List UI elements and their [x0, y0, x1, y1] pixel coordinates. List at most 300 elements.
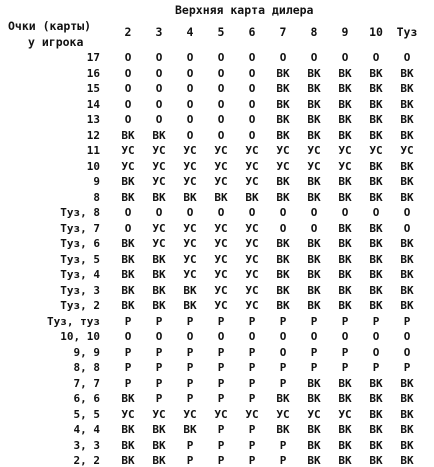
table-cell: ВК	[245, 191, 259, 204]
table-cell: Р	[155, 361, 163, 374]
table-cell: Р	[186, 439, 194, 452]
table-cell: ВК	[338, 237, 352, 250]
table-cell: Р	[186, 346, 194, 359]
table-cell: О	[403, 346, 411, 359]
table-cell: Р	[217, 315, 225, 328]
table-cell: УС	[152, 175, 166, 188]
row-label: 10	[86, 160, 100, 173]
table-cell: Р	[155, 346, 163, 359]
table-cell: О	[124, 330, 132, 343]
table-cell: ВК	[338, 439, 352, 452]
table-cell: О	[248, 330, 256, 343]
table-cell: УС	[183, 408, 197, 421]
table-cell: О	[155, 67, 163, 80]
table-cell: Р	[248, 315, 256, 328]
row-header-line-2: у игрока	[28, 35, 84, 49]
table-cell: ВК	[183, 423, 197, 436]
table-cell: ВК	[338, 268, 352, 281]
table-cell: ВК	[369, 222, 383, 235]
dealer-card-header: 7	[279, 25, 287, 39]
table-cell: ВК	[121, 268, 135, 281]
table-cell: Р	[310, 361, 318, 374]
table-cell: ВК	[307, 253, 321, 266]
table-cell: ВК	[369, 454, 383, 467]
table-cell: О	[403, 222, 411, 235]
table-cell: ВК	[276, 299, 290, 312]
row-label: 13	[86, 113, 100, 126]
table-cell: О	[186, 67, 194, 80]
table-cell: О	[155, 82, 163, 95]
table-cell: Р	[217, 361, 225, 374]
table-cell: ВК	[183, 191, 197, 204]
table-cell: О	[217, 82, 225, 95]
table-cell: УС	[214, 222, 228, 235]
table-cell: УС	[121, 408, 135, 421]
table-cell: Р	[217, 423, 225, 436]
row-label: 6, 6	[73, 392, 100, 405]
table-cell: ВК	[338, 284, 352, 297]
table-cell: О	[155, 330, 163, 343]
table-cell: ВК	[276, 67, 290, 80]
table-cell: ВК	[276, 253, 290, 266]
table-cell: О	[217, 129, 225, 142]
table-cell: УС	[214, 268, 228, 281]
table-cell: ВК	[121, 284, 135, 297]
table-cell: ВК	[307, 284, 321, 297]
table-cell: Р	[248, 439, 256, 452]
table-cell: ВК	[400, 377, 414, 390]
table-cell: ВК	[121, 191, 135, 204]
table-cell: ВК	[338, 454, 352, 467]
table-cell: О	[310, 330, 318, 343]
row-label: 14	[86, 98, 100, 111]
table-cell: ВК	[369, 439, 383, 452]
table-cell: О	[310, 222, 318, 235]
row-label: 3, 3	[73, 439, 100, 452]
table-cell: ВК	[369, 253, 383, 266]
table-cell: ВК	[338, 299, 352, 312]
table-cell: О	[248, 51, 256, 64]
table-cell: О	[341, 51, 349, 64]
row-label: Туз, 4	[60, 268, 100, 281]
table-cell: О	[217, 330, 225, 343]
table-cell: ВК	[369, 423, 383, 436]
table-cell: ВК	[214, 191, 228, 204]
row-label: 9	[93, 175, 100, 188]
table-cell: О	[248, 129, 256, 142]
table-cell: ВК	[369, 191, 383, 204]
table-cell: УС	[214, 253, 228, 266]
table-cell: ВК	[307, 113, 321, 126]
table-cell: УС	[338, 144, 352, 157]
dealer-card-header: 3	[155, 25, 163, 39]
table-cell: УС	[245, 160, 259, 173]
table-cell: ВК	[338, 222, 352, 235]
table-cell: ВК	[400, 67, 414, 80]
table-cell: ВК	[369, 113, 383, 126]
table-cell: УС	[307, 144, 321, 157]
table-cell: ВК	[400, 113, 414, 126]
table-cell: О	[403, 206, 411, 219]
table-cell: ВК	[338, 253, 352, 266]
row-label: Туз, 6	[60, 237, 100, 250]
table-cell: Р	[372, 361, 380, 374]
table-cell: УС	[152, 144, 166, 157]
table-cell: ВК	[338, 82, 352, 95]
table-cell: Р	[310, 315, 318, 328]
table-cell: УС	[245, 299, 259, 312]
table-cell: ВК	[369, 299, 383, 312]
table-cell: УС	[245, 284, 259, 297]
table-cell: О	[341, 330, 349, 343]
table-cell: УС	[183, 160, 197, 173]
row-label: 10, 10	[60, 330, 100, 343]
table-cell: УС	[307, 160, 321, 173]
row-label: Туз, 5	[60, 253, 100, 266]
table-cell: Р	[248, 377, 256, 390]
table-cell: О	[279, 330, 287, 343]
table-cell: ВК	[152, 268, 166, 281]
table-cell: УС	[152, 408, 166, 421]
table-cell: УС	[121, 160, 135, 173]
row-header-line-1: Очки (карты)	[8, 19, 92, 33]
table-cell: УС	[214, 175, 228, 188]
table-cell: О	[155, 113, 163, 126]
table-cell: ВК	[338, 423, 352, 436]
table-cell: ВК	[369, 160, 383, 173]
table-cell: ВК	[276, 98, 290, 111]
table-cell: ВК	[400, 284, 414, 297]
table-cell: О	[310, 206, 318, 219]
table-cell: ВК	[338, 98, 352, 111]
table-cell: ВК	[276, 423, 290, 436]
table-cell: Р	[279, 315, 287, 328]
row-label: 16	[86, 67, 100, 80]
table-cell: О	[155, 98, 163, 111]
table-cell: О	[403, 330, 411, 343]
table-cell: ВК	[369, 82, 383, 95]
table-cell: УС	[245, 268, 259, 281]
table-cell: УС	[214, 144, 228, 157]
row-label: 7, 7	[73, 377, 100, 390]
row-label: 12	[86, 129, 100, 142]
table-cell: О	[248, 98, 256, 111]
table-cell: ВК	[276, 113, 290, 126]
table-cell: О	[403, 51, 411, 64]
table-cell: УС	[152, 237, 166, 250]
table-cell: Р	[124, 346, 132, 359]
table-cell: УС	[245, 408, 259, 421]
table-cell: УС	[183, 268, 197, 281]
table-cell: ВК	[338, 392, 352, 405]
table-cell: О	[124, 51, 132, 64]
table-cell: ВК	[276, 268, 290, 281]
table-cell: ВК	[307, 268, 321, 281]
table-cell: О	[186, 129, 194, 142]
table-cell: ВК	[183, 284, 197, 297]
table-cell: УС	[369, 144, 383, 157]
table-cell: ВК	[307, 237, 321, 250]
table-cell: ВК	[307, 175, 321, 188]
table-cell: ВК	[369, 175, 383, 188]
table-cell: ВК	[400, 129, 414, 142]
table-cell: УС	[183, 175, 197, 188]
table-cell: О	[155, 51, 163, 64]
table-cell: Р	[217, 377, 225, 390]
table-cell: О	[124, 206, 132, 219]
table-cell: Р	[279, 361, 287, 374]
table-cell: Р	[279, 377, 287, 390]
table-cell: УС	[245, 237, 259, 250]
table-cell: ВК	[400, 82, 414, 95]
table-cell: УС	[276, 160, 290, 173]
table-cell: ВК	[152, 423, 166, 436]
row-label: Туз, 2	[60, 299, 100, 312]
table-cell: Р	[341, 315, 349, 328]
table-cell: УС	[245, 222, 259, 235]
table-cell: ВК	[307, 82, 321, 95]
row-label: 4, 4	[73, 423, 100, 436]
table-cell: Р	[155, 377, 163, 390]
table-cell: О	[124, 222, 132, 235]
dealer-card-header: 6	[248, 25, 256, 39]
row-label: 8	[93, 191, 100, 204]
table-cell: ВК	[400, 392, 414, 405]
table-cell: УС	[214, 408, 228, 421]
table-cell: О	[217, 206, 225, 219]
table-cell: О	[217, 98, 225, 111]
table-cell: ВК	[307, 191, 321, 204]
table-cell: О	[279, 206, 287, 219]
table-cell: ВК	[307, 439, 321, 452]
dealer-card-header: Туз	[396, 25, 418, 39]
table-cell: О	[186, 206, 194, 219]
table-cell: УС	[245, 175, 259, 188]
table-cell: Р	[248, 346, 256, 359]
table-cell: О	[279, 346, 287, 359]
table-cell: УС	[214, 284, 228, 297]
dealer-card-header: 5	[217, 25, 225, 39]
table-cell: ВК	[369, 67, 383, 80]
dealer-card-header: 8	[310, 25, 318, 39]
table-cell: О	[248, 113, 256, 126]
table-cell: Р	[155, 315, 163, 328]
table-cell: Р	[341, 346, 349, 359]
table-cell: О	[310, 51, 318, 64]
table-cell: Р	[310, 346, 318, 359]
table-cell: УС	[276, 144, 290, 157]
table-cell: УС	[338, 160, 352, 173]
table-cell: Р	[341, 361, 349, 374]
table-cell: УС	[214, 237, 228, 250]
table-cell: УС	[152, 160, 166, 173]
table-cell: Р	[248, 454, 256, 467]
table-cell: О	[186, 113, 194, 126]
table-cell: ВК	[276, 129, 290, 142]
table-cell: Р	[186, 454, 194, 467]
table-cell: УС	[183, 253, 197, 266]
table-cell: УС	[245, 144, 259, 157]
table-cell: ВК	[369, 237, 383, 250]
table-cell: ВК	[183, 299, 197, 312]
table-cell: ВК	[338, 67, 352, 80]
table-cell: ВК	[400, 268, 414, 281]
table-cell: ВК	[307, 129, 321, 142]
table-cell: ВК	[121, 175, 135, 188]
table-cell: Р	[217, 392, 225, 405]
table-cell: ВК	[276, 237, 290, 250]
row-label: Туз, 7	[60, 222, 100, 235]
row-label: 17	[86, 51, 100, 64]
table-cell: ВК	[152, 439, 166, 452]
table-cell: Р	[124, 361, 132, 374]
table-cell: О	[372, 346, 380, 359]
table-cell: УС	[276, 408, 290, 421]
table-cell: О	[186, 98, 194, 111]
table-cell: ВК	[400, 160, 414, 173]
table-cell: Р	[186, 361, 194, 374]
table-cell: ВК	[369, 408, 383, 421]
table-cell: ВК	[307, 423, 321, 436]
table-title: Верхняя карта дилера	[175, 3, 314, 17]
table-cell: УС	[214, 299, 228, 312]
table-cell: ВК	[276, 191, 290, 204]
table-cell: Р	[155, 392, 163, 405]
row-label: 2, 2	[73, 454, 100, 467]
table-cell: УС	[245, 253, 259, 266]
table-cell: О	[186, 330, 194, 343]
table-cell: ВК	[152, 253, 166, 266]
table-cell: О	[279, 222, 287, 235]
table-cell: ВК	[121, 253, 135, 266]
table-cell: О	[248, 82, 256, 95]
table-cell: Р	[217, 439, 225, 452]
table-cell: ВК	[276, 284, 290, 297]
table-cell: ВК	[307, 454, 321, 467]
table-cell: ВК	[121, 392, 135, 405]
table-cell: ВК	[152, 284, 166, 297]
table-cell: ВК	[276, 82, 290, 95]
table-cell: ВК	[369, 129, 383, 142]
table-cell: О	[124, 98, 132, 111]
table-cell: О	[372, 206, 380, 219]
table-cell: О	[124, 82, 132, 95]
table-cell: Р	[217, 346, 225, 359]
row-label: 9, 9	[73, 346, 100, 359]
table-cell: Р	[248, 392, 256, 405]
table-cell: ВК	[400, 454, 414, 467]
table-cell: Р	[124, 315, 132, 328]
table-cell: О	[217, 51, 225, 64]
table-cell: ВК	[152, 299, 166, 312]
table-cell: ВК	[369, 377, 383, 390]
table-cell: ВК	[152, 129, 166, 142]
row-label: Туз, 8	[60, 206, 100, 219]
table-cell: О	[341, 206, 349, 219]
table-cell: Р	[279, 454, 287, 467]
table-cell: О	[155, 206, 163, 219]
table-cell: ВК	[338, 191, 352, 204]
table-cell: О	[372, 330, 380, 343]
row-label: Туз, 3	[60, 284, 100, 297]
table-cell: ВК	[369, 284, 383, 297]
table-cell: УС	[121, 144, 135, 157]
table-cell: ВК	[276, 175, 290, 188]
table-cell: ВК	[121, 423, 135, 436]
table-cell: ВК	[307, 67, 321, 80]
table-cell: ВК	[369, 98, 383, 111]
table-cell: ВК	[152, 454, 166, 467]
table-cell: ВК	[400, 423, 414, 436]
table-cell: ВК	[338, 175, 352, 188]
dealer-card-header: 10	[369, 25, 383, 39]
table-cell: ВК	[369, 392, 383, 405]
dealer-card-header: 2	[124, 25, 132, 39]
table-cell: УС	[152, 222, 166, 235]
table-cell: О	[124, 67, 132, 80]
table-cell: ВК	[121, 454, 135, 467]
table-cell: УС	[307, 408, 321, 421]
table-cell: УС	[400, 144, 414, 157]
table-cell: О	[279, 51, 287, 64]
table-cell: О	[217, 67, 225, 80]
table-cell: УС	[183, 144, 197, 157]
table-cell: О	[124, 113, 132, 126]
table-cell: ВК	[338, 377, 352, 390]
table-cell: ВК	[338, 113, 352, 126]
table-cell: ВК	[307, 392, 321, 405]
table-cell: Р	[186, 377, 194, 390]
table-cell: ВК	[121, 129, 135, 142]
row-label: 8, 8	[73, 361, 100, 374]
table-cell: ВК	[400, 439, 414, 452]
row-label: 11	[86, 144, 100, 157]
table-cell: ВК	[307, 377, 321, 390]
table-cell: ВК	[121, 237, 135, 250]
table-cell: УС	[338, 408, 352, 421]
table-cell: УС	[183, 222, 197, 235]
table-cell: Р	[248, 423, 256, 436]
table-cell: Р	[124, 377, 132, 390]
table-cell: Р	[186, 315, 194, 328]
table-cell: ВК	[400, 175, 414, 188]
table-cell: О	[248, 206, 256, 219]
row-label: 5, 5	[73, 408, 100, 421]
dealer-card-header: 9	[341, 25, 349, 39]
table-cell: Р	[372, 315, 380, 328]
table-cell: Р	[403, 361, 411, 374]
table-cell: ВК	[400, 98, 414, 111]
table-cell: Р	[403, 315, 411, 328]
table-cell: О	[372, 51, 380, 64]
table-cell: Р	[217, 454, 225, 467]
row-label: Туз, туз	[47, 315, 100, 328]
table-cell: ВК	[400, 191, 414, 204]
table-cell: ВК	[400, 299, 414, 312]
table-cell: ВК	[400, 253, 414, 266]
table-cell: ВК	[121, 439, 135, 452]
table-cell: О	[186, 51, 194, 64]
table-cell: О	[217, 113, 225, 126]
dealer-card-header: 4	[186, 25, 194, 39]
table-cell: ВК	[152, 191, 166, 204]
table-cell: ВК	[307, 98, 321, 111]
table-cell: ВК	[400, 237, 414, 250]
table-cell: О	[248, 67, 256, 80]
table-cell: ВК	[276, 392, 290, 405]
table-cell: ВК	[369, 268, 383, 281]
table-cell: Р	[279, 439, 287, 452]
